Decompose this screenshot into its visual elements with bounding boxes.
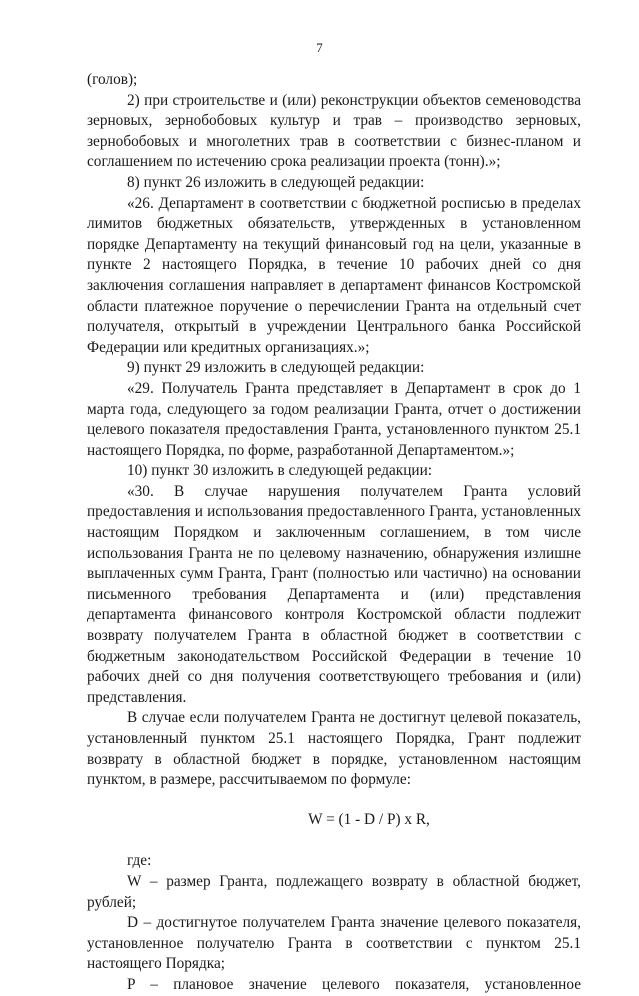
- paragraph-item-9: 9) пункт 29 изложить в следующей редакции:: [127, 359, 425, 377]
- definition-p: P – плановое значение целевого показателя, установленное: [127, 975, 581, 993]
- paragraph-clause-30: «30. В случае нарушения получателем Гранта условий предоставления и использования предоставленного Гранта, установленных настоящим Порядком и заключенным соглашением, в том числе использования Гранта не по целевому назначению, обнаружения излишне выплаченных сумм Гранта, Грант (полностью или частично) на основании письменного требования Департамента и (или) представления департамента финансового контроля Костромской области подлежит возврату получателем Гранта в областной бюджет в соответствии с бюджетным законодательством Российской Федерации в течение 10 рабочих дней со дня получения соответствующего требования и (или) представления.: [87, 482, 581, 706]
- page-number: 7: [316, 40, 323, 55]
- paragraph-item-8: 8) пункт 26 изложить в следующей редакции:: [127, 173, 425, 191]
- refund-formula: W = (1 - D / P) x R,: [308, 810, 430, 828]
- paragraph-continuation: (голов);: [87, 71, 138, 88]
- definition-d: D – достигнутое получателем Гранта значение целевого показателя, установленное получателю Гранта в соответствии с пунктом 25.1 настоящего Порядка;: [87, 914, 581, 973]
- document-body: [87, 70, 581, 996]
- paragraph-subitem-2: 2) при строительстве и (или) реконструкции объектов семеноводства зерновых, зернобобовых культур и трав – производство зерновых, зернобобовых и многолетних трав в соответствии с бизнес-планом и соглашением по истечению срока реализации проекта (тонн).»;: [87, 91, 581, 171]
- definitions-intro: где:: [127, 852, 152, 870]
- paragraph-item-10: 10) пункт 30 изложить в следующей редакции:: [127, 462, 433, 480]
- definition-w: W – размер Гранта, подлежащего возврату в областной бюджет, рублей;: [87, 872, 581, 911]
- paragraph-clause-26: «26. Департамент в соответствии с бюджетной росписью в пределах лимитов бюджетных обязательств, утвержденных в установленном порядке Департаменту на текущий финансовый год на цели, указанные в пункте 2 настоящего Порядка, в течение 10 рабочих дней со дня заключения соглашения направляет в департамент финансов Костромской области платежное поручение о перечислении Гранта на отдельный счет получателя, открытый в учреждении Центрального банка Российской Федерации или кредитных организациях.»;: [87, 194, 581, 356]
- paragraph-clause-29: «29. Получатель Гранта представляет в Департамент в срок до 1 марта года, следующего за годом реализации Гранта, отчет о достижении целевого показателя предоставления Гранта, установленного пунктом 25.1 настоящего Порядка, по форме, разработанной Департаментом.»;: [87, 379, 581, 459]
- paragraph-target-not-achieved: В случае если получателем Гранта не достигнут целевой показатель, установленный пунктом 25.1 настоящего Порядка, Грант подлежит возврату в областной бюджет в порядке, установленном настоящим пунктом, в размере, рассчитываемом по формуле:: [87, 709, 581, 789]
